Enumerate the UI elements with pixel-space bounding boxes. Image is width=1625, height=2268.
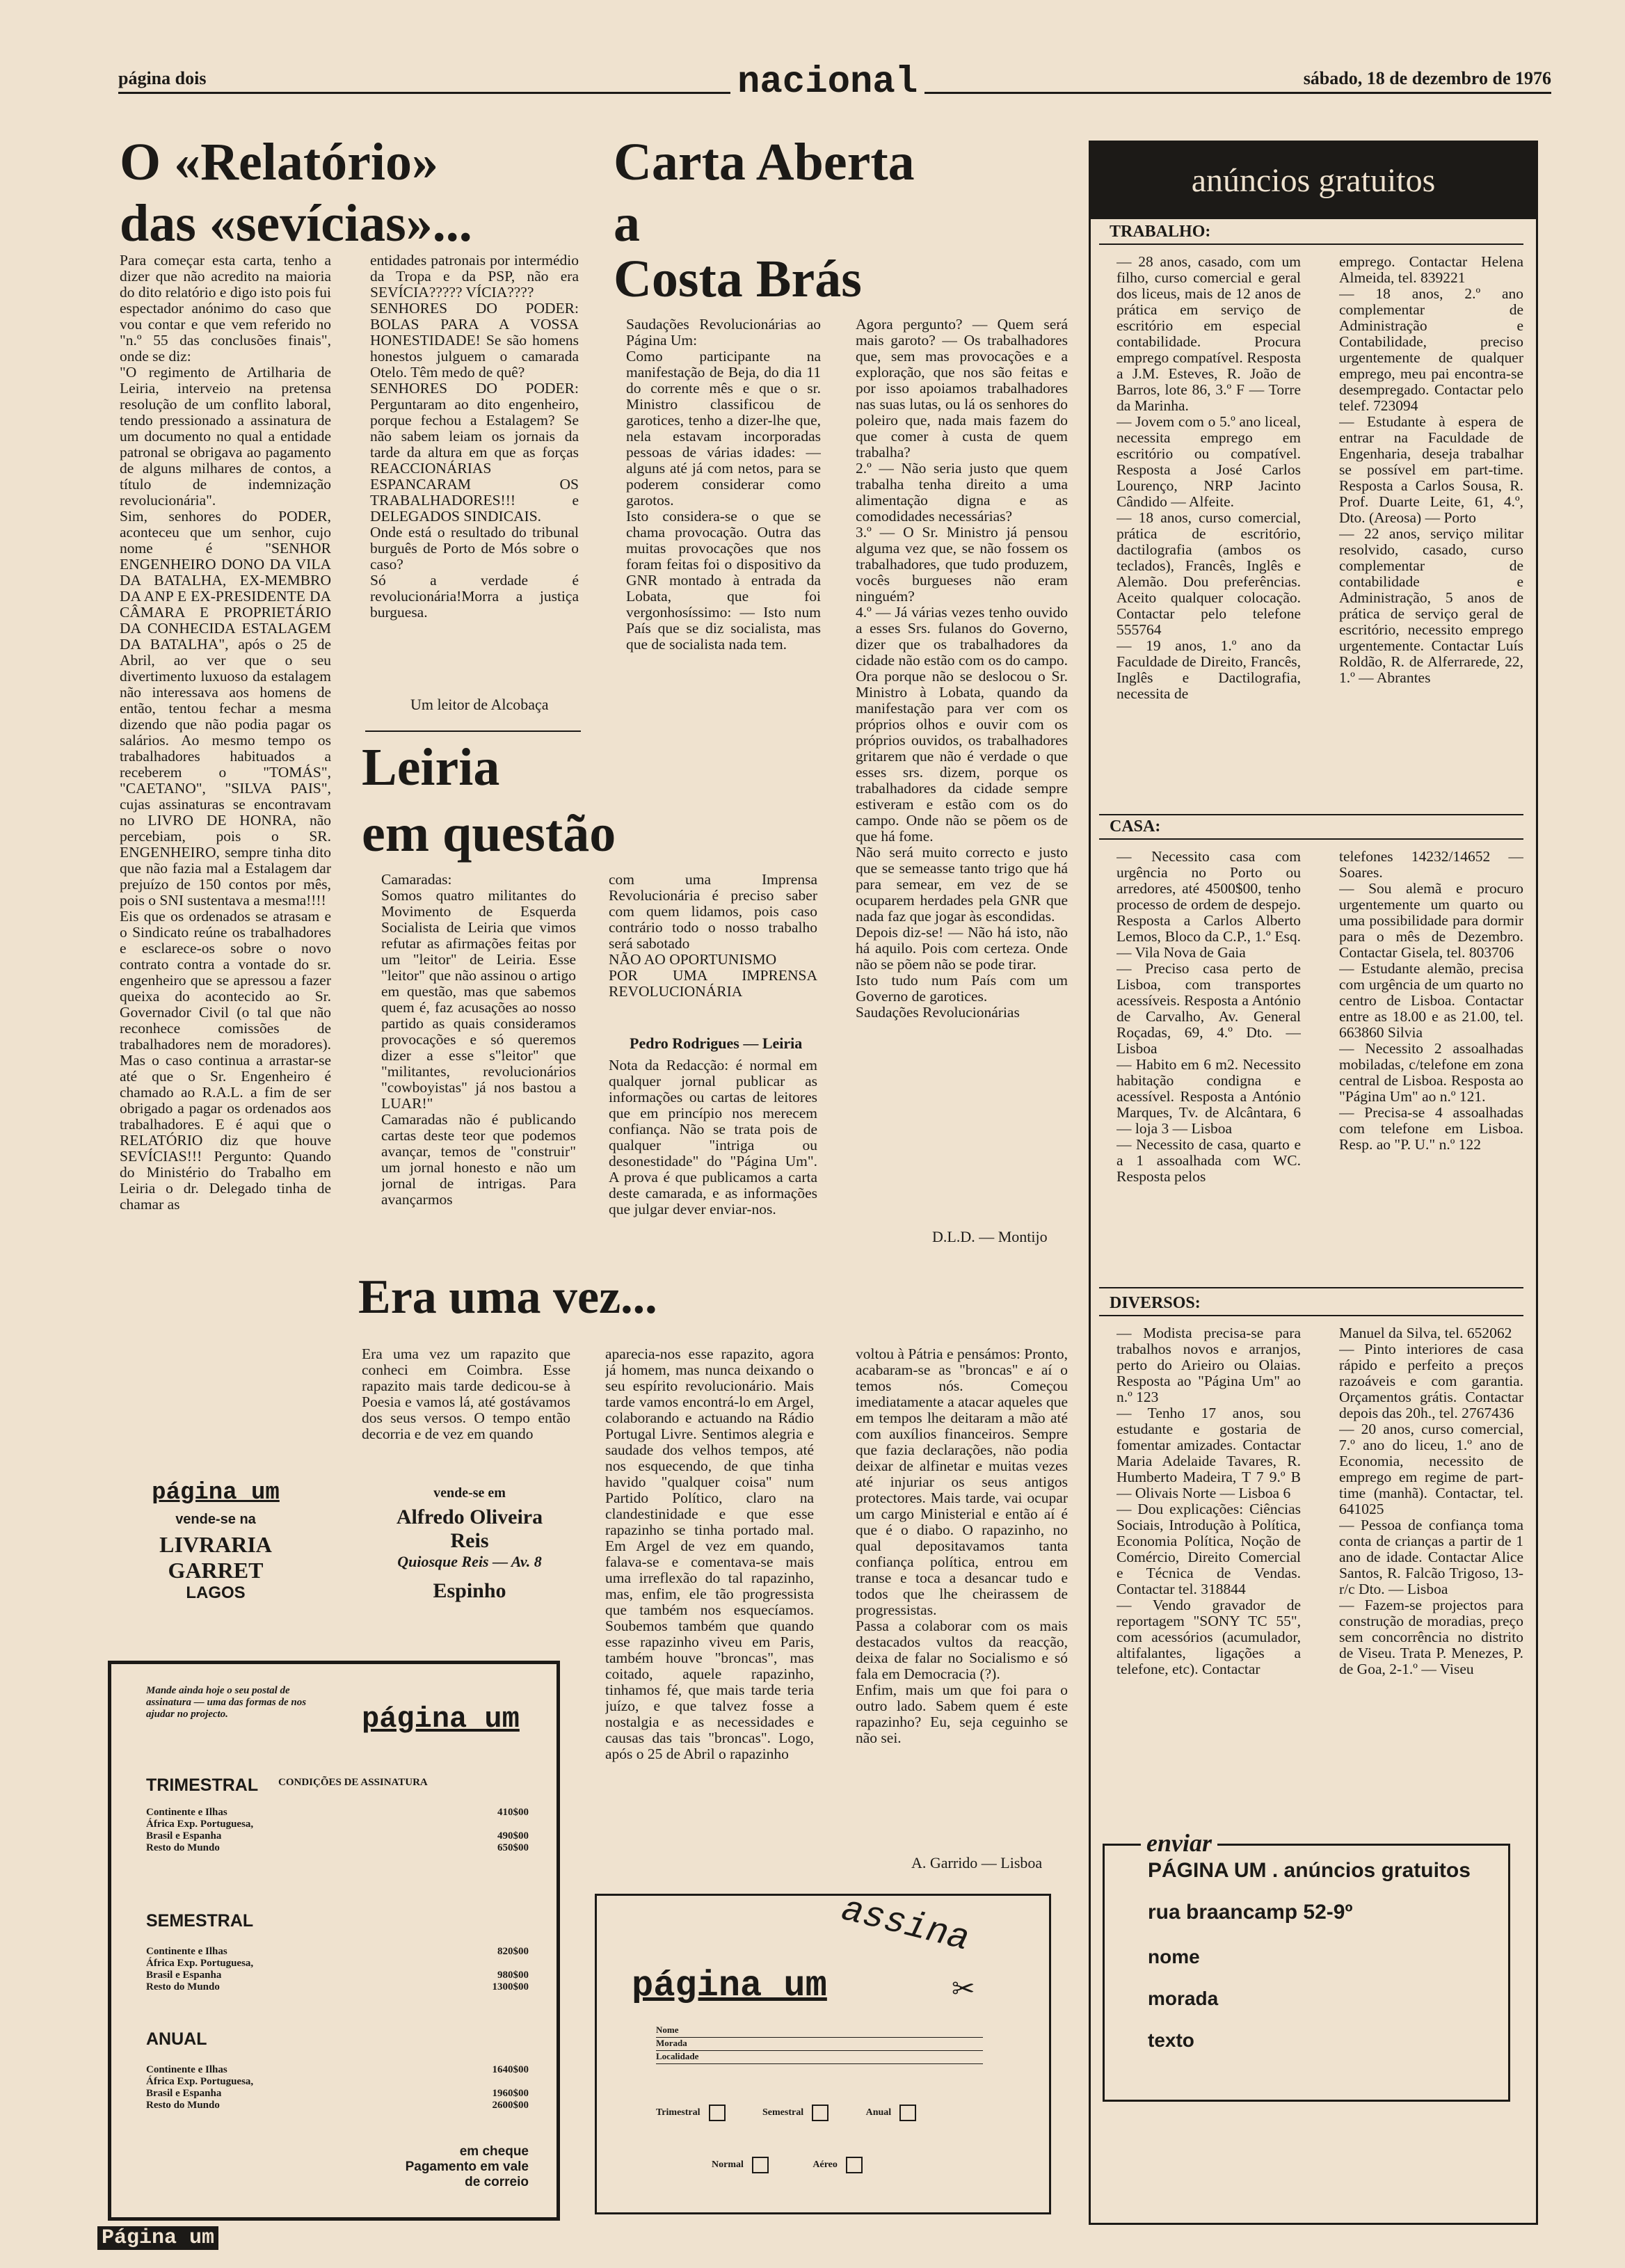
era-title: Era uma vez... — [358, 1270, 657, 1324]
price-row: Brasil e Espanha 490$00 — [146, 1830, 529, 1842]
carta-col-2: Agora pergunto? — Quem será mais garoto? — Os trabalhadores que, sem mas provocações e a exploração, que nos são feitas e por isso apoiamos trabalhadores nas suas lutas, ou lá os senhores do poleiro que, nada mais fazem do que comer à custa de quem trabalha? 2.º — Não seria justo que quem trabalha tenha direito a uma alimentação digna e as comodidades necessárias? 3.º — O Sr. Ministro já pensou alguma vez que, se não fossem os trabalhadores, que tudo produzem, vocês burgueses não eram ninguém? 4.º — Já várias vezes tenho ouvido a esses Srs. fulanos do Governo, dizer que os trabalhadores da cidade não estão com os do campo. Ora porque não se deslocou o Sr. Ministro à Lobata, quando da manifestação para ver com os próprios olhos e ouvir com os próprios ouvidos, os trabalhadores gritarem que não é verdade o que esses srs. dizem, porque os trabalhadores da cidade sempre estiveram e estão com os do campo. Onde não se põem os de que há fome. Não será muito correcto e justo que se semeasse tanto trigo que há para semear, em vez de se ocuparem herdades pela GNR que nada faz que jogar às escondidas. Depois diz-se! — Não há isto, não há aquilo. Pois com certeza. Onde não se põem não se pode tirar. Isto tudo num País com um Governo de garotices. Saudações Revolucionárias — [856, 317, 1068, 1021]
checkbox-trimestral[interactable] — [709, 2105, 726, 2121]
price-table-anual — [146, 2064, 529, 2111]
relatorio-title-1: O «Relatório» — [120, 133, 439, 191]
price-row: Resto do Mundo 650$00 — [146, 1842, 529, 1853]
footer-logo: Página um — [97, 2226, 218, 2250]
issue-date: sábado, 18 de dezembro de 1976 — [1303, 68, 1551, 88]
option-semestral: Semestral — [762, 2107, 804, 2118]
venda-text: Espinho — [433, 1579, 506, 1602]
venda-lagos — [104, 1480, 327, 1608]
scissors-icon: ✂ — [952, 1973, 975, 2004]
relatorio-signature: Um leitor de Alcobaça — [410, 696, 549, 713]
assina-address-field[interactable]: Morada — [656, 2038, 983, 2051]
era-col-2: aparecia-nos esse rapazito, agora já homem, mas nunca deixando o seu espírito revolucionário. Mais tarde vamos encontrá-lo em Argel, colaborando e actuando na Rádio Portugal Livre. Sentimos alegria e saudade dos velhos tempos, até nos esquecendo, de que tinha havido "qualquer coisa" num Partido Político, claro na clandestinidade e que esse rapazinho se tinha portado mal. Em Argel de vez em quando, falava-se e comentava-se mais uma irreflexão do tal rapazinho, mas, enfim, ele tão progressista que também nos esquecíamos. Soubemos também que quando esse rapazinho viveu em Paris, também houve "broncas", mas coitado, aquele rapazinho, tinhamos fé, que mais tarde teria juízo, e que talvez fosse a nostalgia e as necessidades e causas das tais "broncas". Logo, após o 25 de Abril o rapazinho — [605, 1346, 814, 1762]
price-row: Continente e Ilhas 410$00 — [146, 1807, 529, 1818]
era-col-1: Era uma vez um rapazito que conheci em Coimbra. Esse rapazito mais tarde dedicou-se à Poesia e vamos lá, até gostávamos dos seus versos. O tempo então decorria e de vez em quando — [362, 1346, 570, 1442]
checkbox-anual[interactable] — [899, 2105, 916, 2121]
assina-logo: página um — [632, 1965, 827, 2006]
assina-coupon — [595, 1889, 1051, 2214]
carta-title-1: Carta Aberta — [614, 133, 915, 191]
divider — [1099, 1315, 1523, 1316]
option-normal: Normal — [712, 2159, 744, 2171]
assina-delivery — [712, 2157, 863, 2173]
divider — [1099, 1287, 1523, 1288]
casa-col-1: — Necessito casa com urgência no Porto ou arredores, até 4500$00, tenho processo de ordem de despejo. Resposta a Carlos Alberto Lemos, Bloco da C.P., 1.º Esq. — Vila Nova de Gaia — Preciso casa perto de Lisboa, com transportes acessíveis. Resposta a António de Carvalho, Av. General Roçadas, 69, 4.º Dto. — Lisboa — Habito em 6 m2. Necessito habitação condigna e acessível. Resposta a António Marques, Tv. de Alcântara, 6 — loja 3 — Lisboa — Necessito de casa, quarto e a 1 assoalhada com WC. Resposta pelos — [1116, 849, 1301, 1185]
price-row: Brasil e Espanha 980$00 — [146, 1970, 529, 1981]
price-row: África Exp. Portuguesa, — [146, 1958, 254, 1969]
trabalho-col-2: emprego. Contactar Helena Almeida, tel. 839221 — 18 anos, 2.º ano complementar de Administração e Contabilidade, preciso urgentemente de qualquer emprego, meu pai encontra-se desempregado. Contactar pelo telef. 723094 — Estudante à espera de entrar na Faculdade de Engenharia, deseja trabalhar se possível em part-time. Resposta a Carlos Sousa, R. Prof. Duarte Leite, 61, 4.º, Dto. (Areosa) — Porto — 22 anos, serviço militar resolvido, casado, curso complementar de contabilidade e Administração, 5 anos de prática de serviço geral de escritório, necessito emprego urgentemente. Contactar Luís Roldão, R. de Alferrarede, 22, 1.º — Abrantes — [1339, 254, 1523, 686]
option-aereo: Aéreo — [812, 2159, 838, 2171]
venda-text: LAGOS — [186, 1583, 246, 1602]
classifieds-banner: anúncios gratuitos — [1091, 143, 1536, 219]
price-table-semestral — [146, 1946, 529, 1993]
assina-fields — [656, 2025, 983, 2064]
venda-espinho — [358, 1485, 581, 1614]
carta-title-2: a — [614, 194, 640, 253]
price-row: Resto do Mundo 2600$00 — [146, 2100, 529, 2111]
assina-name-field[interactable]: Nome — [656, 2025, 983, 2038]
diversos-col-1: — Modista precisa-se para trabalhos novos e arranjos, perto do Arieiro ou Olaias. Resposta ao "Página Um" ao n.º 123 — Tenho 17 anos, sou estudante e gostaria de fomentar amizades. Contactar Maria Adelaide Tavares, R. Humberto Madeira, T 7 9.º B — Olivais Norte — Lisboa 6 — Dou explicações: Ciências Sociais, Introdução à Política, Economia Política, Noção de Comércio, Direito Comercial e Técnica de Vendas. Contactar tel. 318844 — Vendo gravador de reportagem "SONY TC 55", com acessórios (acumulador, altifalantes, ligações a telefone, etc). Contactar — [1116, 1325, 1301, 1677]
divider — [1099, 814, 1523, 815]
relatorio-col-2: entidades patronais por intermédio da Tropa e da PSP, não era SEVÍCIA????? VÍCIA???? SENHORES DO PODER: BOLAS PARA A VOSSA HONESTIDADE! Se são homens honestos julguem o camarada Otelo. Têm medo de quê? SENHORES DO PODER: Perguntaram ao dito engenheiro, porque fechou a Estalagem? Se não sabem leiam os jornais da tarde da altura em que as forças REACCIONÁRIAS ESPANCARAM OS TRABALHADORES!!! e DELEGADOS SINDICAIS. Onde está o resultado do tribunal burguês de Porto de Mós sobre o caso? Só a verdade é revolucionária!Morra a justiça burguesa. — [370, 253, 579, 621]
payment-text: Pagamento em vale — [405, 2159, 529, 2174]
diversos-col-2: Manuel da Silva, tel. 652062 — Pinto interiores de casa rápido e perfeito a preços razoáveis e com garantia. Orçamentos grátis. Contactar depois das 20h., tel. 2767436 — 20 anos, curso comercial, 7.º ano do liceu, 1.º ano de Economia, necessito de emprego em regime de part-time (manhã). Contactar, tel. 641025 — Pessoa de confiança toma conta de crianças a partir de 1 ano de idade. Contactar Alice Santos, R. Falcão Trigoso, 13-r/c Dto. — Lisboa — Fazem-se projectos para construção de moradias, preço sem concorrência no distrito de Viseu. Trata P. Menezes, P. de Goa, 2-1.º — Viseu — [1339, 1325, 1523, 1677]
assina-locality-field[interactable]: Localidade — [656, 2051, 983, 2064]
period-anual: ANUAL — [146, 2029, 207, 2049]
casa-col-2: telefones 14232/14652 — Soares. — Sou alemã e procuro urgentemente um quarto ou uma possibilidade para dormir para o mês de Dezembro. Contactar Gisela, tel. 803706 — Estudante alemão, precisa com urgência de um quarto no centro de Lisboa. Contactar entre as 18.00 e as 21.00, tel. 663860 Silvia — Necessito 2 assoalhadas mobiladas, c/telefone em zona central de Lisboa. Resposta ao "Página Um" ao n.º 121. — Precisa-se 4 assoalhadas com telefone em Lisboa. Resp. ao "P. U." n.º 122 — [1339, 849, 1523, 1153]
price-row: Resto do Mundo 1300$00 — [146, 1981, 529, 1993]
payment-text: em cheque — [459, 2144, 529, 2159]
carta-col-1: Saudações Revolucionárias ao Página Um: Como participante na manifestação de Beja, do dia 11 do corrente mês e que o sr. Ministro classificou de garotices, tenho a dizer-lhe que, nela estavam incorporadas pessoas de várias idades: — alguns até já com netos, para se poderem considerar como garotos. Isto considera-se o que se chama provocação. Outra das muitas provocações que nos foram feitas foi o dispositivo da GNR montado à entrada da Lobata, que foi vergonhosíssimo: — Isto num País que se diz socialista, mas que de socialista nada tem. — [626, 317, 821, 653]
price-row: Brasil e Espanha 1960$00 — [146, 2088, 529, 2099]
subscription-heading: CONDIÇÕES DE ASSINATURA — [278, 1777, 428, 1788]
leiria-note: Nota da Redacção: é normal em qualquer jornal publicar as informações ou cartas de leitores que em princípio nos merecem confiança. Não se trata pois de qualquer "intriga ou desonestidade" do "Página Um". A prova é que publicamos a carta deste camarada, e as informações que julgar dever enviar-nos. — [609, 1057, 817, 1217]
venda-text: GARRET — [168, 1558, 264, 1583]
enviar-line-1: PÁGINA UM . anúncios gratuitos — [1148, 1859, 1471, 1882]
page-number: página dois — [118, 68, 207, 88]
subscription-note: Mande ainda hoje o seu postal de assinatura — uma das formas de nos ajudar no projecto. — [146, 1685, 307, 1720]
venda-text: vende-se na — [175, 1512, 256, 1527]
assina-options — [656, 2105, 916, 2121]
venda-text: Quiosque Reis — Av. 8 — [397, 1553, 542, 1570]
price-row: África Exp. Portuguesa, — [146, 2076, 254, 2087]
payment-text: de correio — [465, 2175, 529, 2189]
price-row: Continente e Ilhas 1640$00 — [146, 2064, 529, 2075]
option-anual: Anual — [865, 2107, 892, 2118]
era-signature: A. Garrido — Lisboa — [911, 1854, 1043, 1871]
option-trimestral: Trimestral — [656, 2107, 701, 2118]
subscription-logo: página um — [362, 1702, 520, 1736]
price-row: Continente e Ilhas 820$00 — [146, 1946, 529, 1957]
casa-label: CASA: — [1110, 817, 1161, 836]
checkbox-aereo[interactable] — [846, 2157, 863, 2173]
enviar-text-field[interactable]: texto — [1148, 2029, 1194, 2051]
relatorio-title-2: das «sevícias»... — [120, 194, 472, 253]
section-title: nacional — [730, 61, 924, 104]
venda-text: LIVRARIA — [159, 1532, 272, 1557]
leiria-title-1: Leiria — [362, 738, 500, 797]
enviar-label: enviar — [1141, 1828, 1217, 1858]
carta-title-3: Costa Brás — [614, 250, 862, 308]
carta-signature: D.L.D. — Montijo — [932, 1228, 1048, 1245]
leiria-col-2: com uma Imprensa Revolucionária é preciso saber com quem lidamos, pois caso contrário todo o nosso trabalho será sabotado NÃO AO OPORTUNISMO POR UMA IMPRENSA REVOLUCIONÁRIA — [609, 872, 817, 1000]
era-col-3: voltou à Pátria e pensámos: Pronto, acabaram-se as "broncas" e aí o temos nós. Começou imediatamente a atacar aqueles que em tempos lhe deitaram a mão até com auxílios financeiros. Sempre que fazia declarações, não podia deixar de alfinetar e muitas vezes até injuriar os seus antigos protectores. Mais tarde, vai ocupar um cargo Ministerial e então aí é que é o diabo. O rapazinho, no qual depositavamos tanta confiança política, entrou em transe e toca a desancar tudo e todos que lhe cheirassem de progressistas. Passa a colaborar com os mais destacados vultos da reacção, deixa de falar no Socialismo e só fala em Democracia (?). Enfim, mais um que foi para o outro lado. Sabem quem é este rapazinho? Eu, seja ceguinho se não sei. — [856, 1346, 1068, 1746]
checkbox-semestral[interactable] — [812, 2105, 828, 2121]
venda-text: Reis — [450, 1529, 489, 1552]
leiria-col-1: Camaradas: Somos quatro militantes do Movimento de Esquerda Socialista de Leiria que vimos refutar as afirmações feitas por um "leitor" de Leiria. Esse "leitor" que não assinou o artigo em questão, mas que sabemos quem é, faz acusações ao nosso partido as quais consideramos provocações e só queremos dizer a esse s"leitor" que "militantes, revolucionários "cowboyistas" já nos bastou a LUAR!" Camaradas não é publicando cartas deste teor que podemos avançar, temos de "construir" um jornal honesto e não um jornal de intrigas. Para avançarmos — [381, 872, 576, 1208]
page-header — [118, 61, 1551, 104]
price-row: África Exp. Portuguesa, — [146, 1819, 254, 1830]
diversos-label: DIVERSOS: — [1110, 1294, 1201, 1312]
venda-text: vende-se em — [433, 1485, 506, 1501]
payment-info — [406, 2144, 529, 2190]
enviar-name-field[interactable]: nome — [1148, 1946, 1200, 1967]
leiria-title-2: em questão — [362, 804, 616, 863]
period-trimestral: TRIMESTRAL — [146, 1775, 259, 1795]
leiria-signature: Pedro Rodrigues — Leiria — [630, 1035, 803, 1052]
enviar-line-2: rua braancamp 52-9º — [1148, 1901, 1353, 1924]
divider — [1099, 838, 1523, 840]
venda-logo: página um — [152, 1480, 280, 1506]
relatorio-col-1: Para começar esta carta, tenho a dizer que não acredito na maioria do dito relatório e digo isto pois fui espectador anónimo do caso que vou contar e que vem referido no "n.º 55 das conclusões finais", onde se diz: "O regimento de Artilharia de Leiria, interveio na pretensa resolução de um conflito laboral, tendo pressionado a assinatura de um documento no qual a entidade patronal se obrigava ao pagamento de alguns milhares de contos, a título de indemnização revolucionária". Sim, senhores do PODER, aconteceu que um senhor, cujo nome é "SENHOR ENGENHEIRO DONO DA VILA DA BATALHA, EX-MEMBRO DA ANP E EX-PRESIDENTE DA CÂMARA E PROPRIETÁRIO DA CONHECIDA ESTALAGEM DA BATALHA", após o 25 de Abril, ao ver que o seu divertimento luxuoso da estalagem não interessava aos homens de então, tentou fechar a mesma dizendo que não podia pagar os salários. Ao mesmo tempo os trabalhadores habituados a receberem o "TOMÁS", "CAETANO", "SILVA PAIS", cujas assinaturas se encontravam no LIVRO DE HONRA, não percebiam, pois o SR. ENGENHEIRO, sempre tinha dito que não fazia mal a Estalagem dar prejuízo de 150 contos por mês, pois o SNI sustentava a mesma!!!! Eis que os ordenados se atrasam e o Sindicato reúne os trabalhadores e esclarece-os sobre o novo contrato contra a vontade do sr. engenheiro que se apressou a fazer queixa do acontecido ao Sr. Governador Civil (o tal que não reconhece comissões de trabalhadores nem de moradores). Mas o caso continua a arrastar-se até que o Sr. Engenheiro é chamado ao R.A.L. a fim de ser obrigado a pagar os ordenados aos trabalhadores. E é aqui que o RELATÓRIO diz que houve SEVÍCIAS!!! Pergunto: Quando do Ministério do Trabalho em Leiria o dr. Delegado tinha de chamar as — [120, 253, 331, 1213]
trabalho-label: TRABALHO: — [1110, 223, 1211, 241]
divider — [1099, 243, 1523, 245]
divider — [365, 730, 581, 732]
enviar-address-field[interactable]: morada — [1148, 1988, 1219, 2009]
subscription-box — [108, 1661, 560, 2221]
trabalho-col-1: — 28 anos, casado, com um filho, curso comercial e geral dos liceus, mais de 12 anos de prática em serviço de escritório em especial contabilidade. Procura emprego compatível. Resposta a J.M. Esteves, R. João de Barros, lote 86, 3.º F — Torre da Marinha. — Jovem com o 5.º ano liceal, necessita emprego em escritório ou compatível. Resposta a José Carlos Lourenço, NRP Jacinto Cândido — Alfeite. — 18 anos, curso comercial, prática de escritório, dactilografia (ambos os teclados), Francês, Inglês e Alemão. Dou preferências. Aceito qualquer colocação. Contactar pelo telefone 555764 — 19 anos, 1.º ano da Faculdade de Direito, Francês, Inglês e Dactilografia, necessita de — [1116, 254, 1301, 702]
period-semestral: SEMESTRAL — [146, 1911, 254, 1931]
price-table-trimestral — [146, 1807, 529, 1854]
assina-script: assina — [837, 1889, 974, 1960]
venda-text: Alfredo Oliveira — [396, 1506, 543, 1528]
checkbox-normal[interactable] — [752, 2157, 769, 2173]
